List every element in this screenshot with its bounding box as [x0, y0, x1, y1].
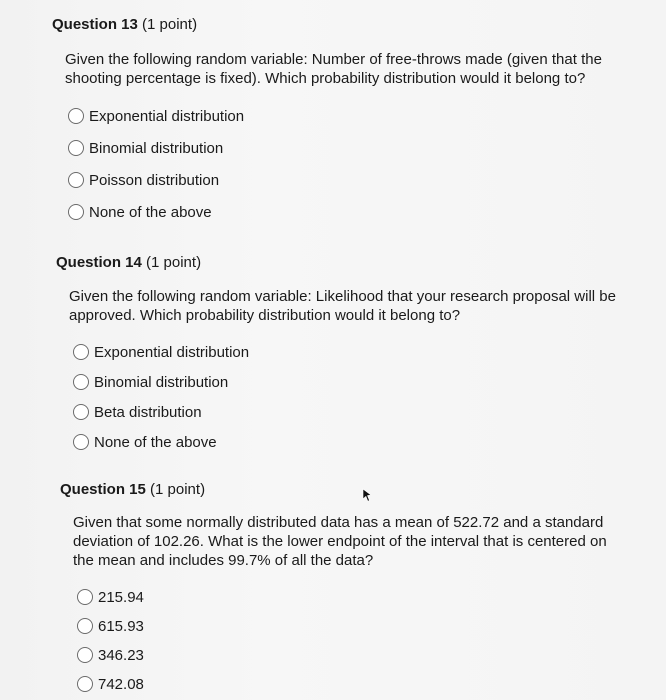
- option-label: 742.08: [98, 675, 144, 693]
- answer-option[interactable]: [68, 105, 622, 127]
- answer-option[interactable]: [77, 673, 630, 695]
- answer-options: [68, 105, 622, 223]
- radio-button[interactable]: [68, 108, 84, 124]
- option-label: Exponential distribution: [94, 343, 250, 361]
- radio-button[interactable]: [68, 204, 84, 220]
- option-label: 615.93: [98, 617, 144, 635]
- option-label: None of the above: [94, 433, 217, 451]
- option-label: Binomial distribution: [94, 373, 229, 391]
- answer-option[interactable]: [68, 169, 622, 191]
- question-text: Given the following random variable: Likelihood that your research proposal will be approved. Which probability distribution would it belong to?: [69, 288, 616, 324]
- question-points: (1 point): [150, 481, 206, 498]
- question-heading: [60, 481, 630, 498]
- question-number: Question 13: [52, 16, 138, 33]
- radio-button[interactable]: [68, 172, 84, 188]
- answer-option[interactable]: [68, 201, 622, 223]
- answer-option[interactable]: [77, 615, 630, 637]
- question-15: [60, 481, 630, 695]
- option-label: 346.23: [98, 646, 144, 664]
- answer-option[interactable]: [77, 586, 630, 608]
- question-text: Given that some normally distributed data has a mean of 522.72 and a standard deviation of 102.26. What is the lower endpoint of the interval that is centered on the mean and includes 99.7% of all the data?: [73, 514, 607, 569]
- question-text: Given the following random variable: Number of free-throws made (given that the shooting percentage is fixed). Which probability distribution would it belong to?: [65, 51, 602, 87]
- answer-option[interactable]: [73, 431, 626, 453]
- radio-button[interactable]: [68, 140, 84, 156]
- radio-button[interactable]: [73, 404, 89, 420]
- answer-option[interactable]: [73, 371, 626, 393]
- answer-option[interactable]: [77, 644, 630, 666]
- mouse-cursor-icon: [361, 488, 373, 502]
- question-number: Question 15: [60, 481, 146, 498]
- radio-button[interactable]: [77, 647, 93, 663]
- radio-button[interactable]: [73, 374, 89, 390]
- option-label: None of the above: [89, 203, 212, 221]
- radio-button[interactable]: [73, 344, 89, 360]
- question-heading: [56, 254, 626, 271]
- radio-button[interactable]: [77, 589, 93, 605]
- radio-button[interactable]: [73, 434, 89, 450]
- question-points: (1 point): [142, 16, 198, 33]
- answer-options: [73, 341, 626, 453]
- answer-options: [77, 586, 630, 695]
- option-label: Binomial distribution: [89, 139, 224, 157]
- question-heading: [52, 16, 622, 33]
- option-label: Beta distribution: [94, 403, 202, 421]
- radio-button[interactable]: [77, 676, 93, 692]
- question-points: (1 point): [146, 254, 202, 271]
- question-number: Question 14: [56, 254, 142, 271]
- answer-option[interactable]: [73, 401, 626, 423]
- option-label: Exponential distribution: [89, 107, 245, 125]
- question-13: [52, 16, 622, 223]
- option-label: Poisson distribution: [89, 171, 220, 189]
- option-label: 215.94: [98, 588, 144, 606]
- answer-option[interactable]: [68, 137, 622, 159]
- radio-button[interactable]: [77, 618, 93, 634]
- answer-option[interactable]: [73, 341, 626, 363]
- question-14: [56, 254, 626, 453]
